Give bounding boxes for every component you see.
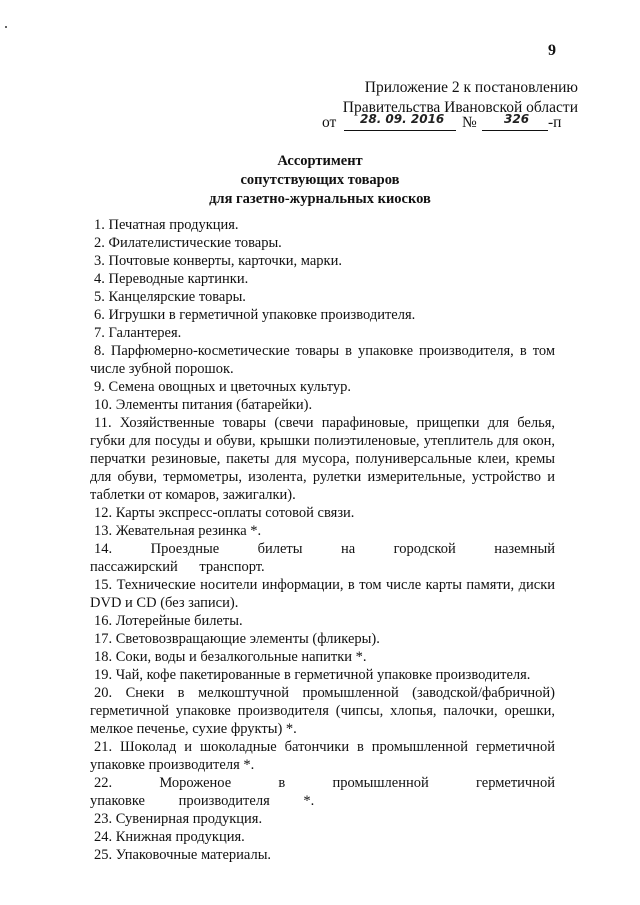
from-label: от: [322, 114, 337, 131]
date-underline: [344, 130, 456, 131]
appendix-line-1: Приложение 2 к постановлению: [364, 79, 578, 96]
list-item: 4. Переводные картинки.: [94, 271, 249, 287]
appendix-line-2: Правительства Ивановской области: [342, 99, 578, 116]
list-item: 18. Соки, воды и безалкогольные напитки *.: [94, 649, 367, 665]
list-item: 19. Чай, кофе пакетированные в герметичной упаковке производителя.: [94, 667, 531, 683]
list-item: 2. Филателистические товары.: [94, 235, 282, 251]
goods-list: [90, 216, 555, 864]
number-underline: [482, 130, 548, 131]
list-item: 6. Игрушки в герметичной упаковке производителя.: [94, 307, 416, 323]
list-item: 16. Лотерейные билеты.: [94, 613, 243, 629]
title-line-3: для газетно-журнальных киосков: [209, 191, 431, 207]
list-item: 25. Упаковочные материалы.: [94, 847, 272, 863]
list-item: 17. Световозвращающие элементы (фликеры).: [94, 631, 380, 647]
list-item: 20. Снеки в мелкоштучной промышленной (заводской/фабричной) герметичной упаковке производителя (чипсы, хлопья, палочки, орешки, мелкое печенье, сухие фрукты) *.: [90, 685, 555, 737]
list-item: 21. Шоколад и шоколадные батончики в промышленной герметичной упаковке производителя *.: [90, 739, 555, 773]
document-title: [120, 152, 520, 209]
list-item: 12. Карты экспресс-оплаты сотовой связи.: [94, 505, 355, 521]
list-item: 1. Печатная продукция.: [94, 217, 239, 233]
list-item: 13. Жевательная резинка *.: [94, 523, 262, 539]
list-item: 22. Мороженое в промышленной герметичной упаковке производителя *.: [90, 775, 555, 809]
title-line-1: Ассортимент: [277, 153, 363, 169]
date-handwritten: 28. 09. 2016: [360, 112, 445, 126]
list-item: 7. Галантерея.: [94, 325, 182, 341]
list-item: 23. Сувенирная продукция.: [94, 811, 263, 827]
list-item: 24. Книжная продукция.: [94, 829, 245, 845]
resolution-date-line: [322, 114, 582, 134]
list-item: 5. Канцелярские товары.: [94, 289, 246, 305]
list-item: 11. Хозяйственные товары (свечи парафиновые, прищепки для белья, губки для посуды и обуви, крышки полиэтиленовые, утеплитель для окон, перчатки резиновые, пакеты для мусора, полуниверсальные клеи, кремы для обуви, термометры, изолента, рулетки измерительные, устройство и таблетки от комаров, зажигалки).: [90, 415, 555, 503]
scan-mark: [5, 26, 7, 28]
number-handwritten: 326: [504, 112, 530, 126]
list-item: 14. Проездные билеты на городской наземный пассажирский транспорт.: [90, 541, 555, 575]
list-item: 10. Элементы питания (батарейки).: [94, 397, 313, 413]
title-line-2: сопутствующих товаров: [240, 172, 400, 188]
page-number: 9: [548, 42, 556, 59]
number-suffix: -п: [548, 114, 562, 131]
list-item: 9. Семена овощных и цветочных культур.: [94, 379, 352, 395]
number-label: №: [462, 114, 477, 131]
list-item: 15. Технические носители информации, в том числе карты памяти, диски DVD и CD (без записи).: [90, 577, 555, 611]
list-item: 8. Парфюмерно-косметические товары в упаковке производителя, в том числе зубной порошок.: [90, 343, 555, 377]
list-item: 3. Почтовые конверты, карточки, марки.: [94, 253, 342, 269]
